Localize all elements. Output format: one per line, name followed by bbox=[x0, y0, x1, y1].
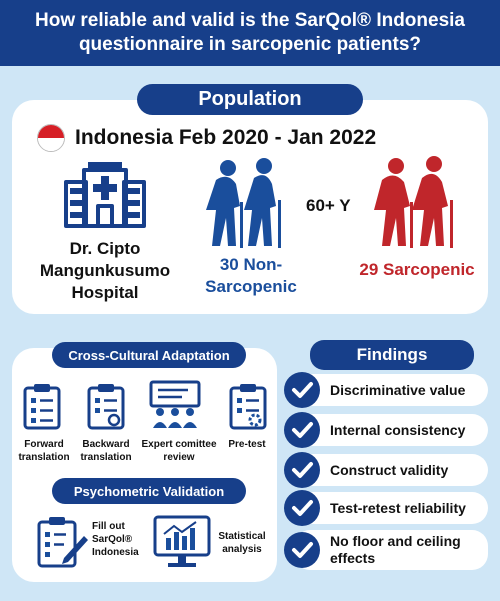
finding-text bbox=[330, 500, 466, 517]
psychometric-validation-label: Psychometric Validation bbox=[52, 478, 246, 504]
age-label: 60+ Y bbox=[306, 196, 351, 215]
step-label-line: review bbox=[163, 452, 195, 463]
finding-text bbox=[330, 533, 461, 567]
hospital-name bbox=[30, 238, 180, 304]
finding-text bbox=[330, 422, 465, 439]
finding-text-line: effects bbox=[330, 550, 376, 566]
checkmark-icon bbox=[284, 452, 320, 488]
clipboard-gear-icon bbox=[228, 382, 268, 430]
step-label-line: Expert comittee bbox=[141, 439, 217, 450]
header-title-line-2: questionnaire in sarcopenic patients? bbox=[78, 34, 422, 55]
findings-label: Findings bbox=[310, 340, 474, 370]
step-label-line: translation bbox=[80, 452, 132, 463]
clipboard-pen-icon bbox=[36, 514, 90, 570]
hospital-name-line-2: Mangunkusumo bbox=[39, 261, 171, 280]
hospital-icon bbox=[62, 156, 148, 230]
expert-committee-icon bbox=[148, 380, 202, 430]
step-label-line: Pre-test bbox=[228, 439, 266, 450]
step-label-line: Indonesia bbox=[92, 547, 139, 558]
step-label-line: Statistical bbox=[218, 531, 266, 542]
sarcopenic-elderly-icon bbox=[370, 154, 470, 250]
checkmark-icon bbox=[284, 372, 320, 408]
population-title: Indonesia Feb 2020 - Jan 2022 bbox=[75, 126, 377, 149]
checkmark-icon bbox=[284, 412, 320, 448]
indonesia-flag-icon bbox=[37, 124, 65, 152]
hospital-name-line-1: Dr. Cipto bbox=[69, 239, 141, 258]
finding-text-line: No floor and ceiling bbox=[330, 533, 461, 549]
step-label-line: translation bbox=[18, 452, 70, 463]
step-backward-translation bbox=[76, 438, 136, 464]
hospital-name-line-3: Hospital bbox=[71, 283, 139, 302]
step-label-line: Forward bbox=[24, 439, 64, 450]
non-sarcopenic-elderly-icon bbox=[200, 158, 300, 250]
header-title-line-1: How reliable and valid is the SarQol® Indonesia bbox=[35, 10, 465, 31]
finding-text-line: Internal consistency bbox=[330, 421, 466, 438]
step-forward-translation bbox=[12, 438, 76, 464]
step-expert-committee-review bbox=[136, 438, 222, 464]
clipboard-icon bbox=[86, 382, 126, 430]
checkmark-icon bbox=[284, 532, 320, 568]
step-label-line: Backward bbox=[82, 439, 130, 450]
finding-text bbox=[330, 382, 465, 399]
non-sarcopenic-count bbox=[196, 254, 306, 298]
step-fill-out-questionnaire bbox=[92, 520, 156, 559]
step-pre-test bbox=[222, 438, 272, 451]
step-statistical-analysis bbox=[212, 530, 272, 556]
clipboard-icon bbox=[22, 382, 62, 430]
step-label-line: Fill out bbox=[92, 521, 125, 532]
monitor-chart-icon bbox=[152, 514, 212, 570]
page-header bbox=[0, 0, 500, 66]
finding-text-line: Discriminative value bbox=[330, 381, 466, 398]
checkmark-icon bbox=[284, 490, 320, 526]
step-label-line: analysis bbox=[222, 544, 262, 555]
sarcopenic-count: 29 Sarcopenic bbox=[359, 260, 475, 279]
population-label: Population bbox=[137, 84, 363, 115]
finding-text-line: Construct validity bbox=[330, 461, 449, 478]
non-sarcopenic-line-2: Sarcopenic bbox=[205, 277, 297, 296]
finding-text-line: Test-retest reliability bbox=[330, 499, 466, 516]
cross-cultural-adaptation-label: Cross-Cultural Adaptation bbox=[52, 342, 246, 368]
non-sarcopenic-line-1: 30 Non- bbox=[219, 255, 283, 274]
step-label-line: SarQol® bbox=[92, 534, 133, 545]
finding-text bbox=[330, 462, 448, 479]
